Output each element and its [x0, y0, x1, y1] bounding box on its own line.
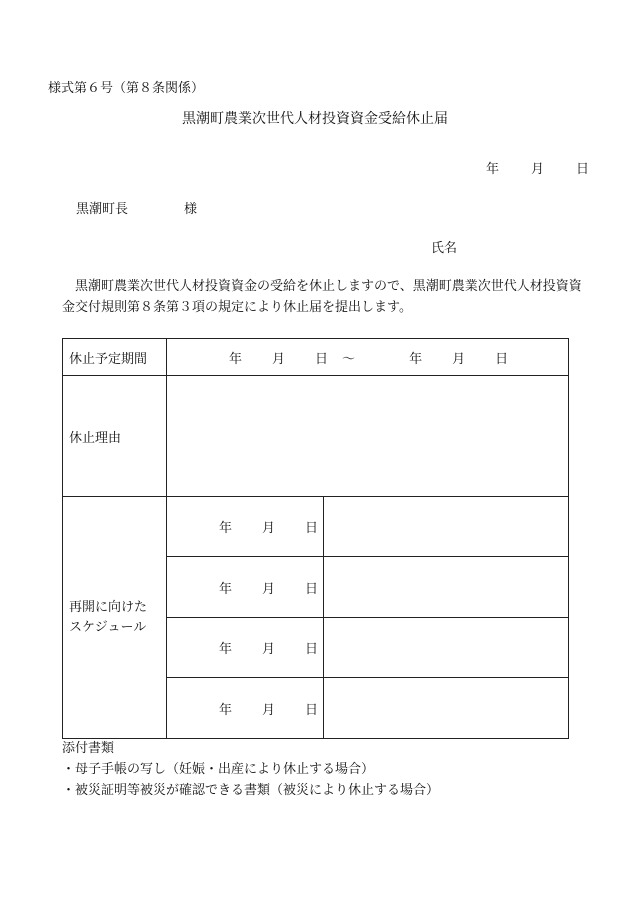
attachment-item: ・被災証明等被災が確認できる書類（被災により休止する場合）	[62, 783, 440, 798]
schedule-year: 年	[219, 581, 233, 597]
schedule-month: 月	[262, 521, 276, 536]
schedule-date-cell[interactable]	[167, 557, 324, 618]
period-end-day: 日	[495, 351, 509, 367]
schedule-day: 日	[305, 521, 319, 536]
body-text: 黒潮町農業次世代人材投資資金の受給を休止しますので、黒潮町農業次世代人材投資資金交付規則第８条第３項の規定により休止届を提出します。	[62, 279, 582, 315]
period-value-cell[interactable]	[167, 339, 569, 376]
schedule-content-cell[interactable]	[324, 557, 569, 618]
schedule-month: 月	[262, 642, 276, 657]
schedule-day: 日	[305, 581, 319, 597]
schedule-date-cell[interactable]	[167, 497, 324, 557]
submission-date	[486, 163, 589, 176]
applicant-name-label: 氏名	[431, 241, 458, 256]
schedule-content-cell[interactable]	[324, 497, 569, 557]
attachment-item: ・母子手帳の写し（妊娠・出産により休止する場合）	[62, 762, 375, 777]
date-month-label: 月	[531, 162, 545, 177]
reason-label: 休止理由	[63, 376, 167, 497]
suspension-form-table	[62, 338, 569, 739]
schedule-label-line2: スケジュール	[69, 619, 147, 635]
addressee-honorific: 様	[184, 202, 198, 217]
schedule-month: 月	[262, 702, 276, 718]
period-row	[63, 339, 569, 376]
schedule-year: 年	[219, 521, 233, 536]
schedule-content-cell[interactable]	[324, 678, 569, 739]
addressee	[76, 203, 197, 216]
date-year-label: 年	[486, 162, 500, 177]
schedule-row	[63, 497, 569, 557]
reason-row	[63, 376, 569, 497]
document-title: 黒潮町農業次世代人材投資資金受給休止届	[182, 111, 448, 127]
period-start-year: 年	[229, 351, 243, 367]
period-label: 休止予定期間	[63, 339, 167, 376]
period-start-month: 月	[272, 351, 286, 367]
period-end-year: 年	[409, 351, 423, 367]
schedule-label-line1: 再開に向けた	[69, 599, 148, 615]
addressee-name: 黒潮町長	[76, 202, 129, 217]
attachments-heading: 添付書類	[62, 741, 115, 756]
schedule-label	[63, 497, 167, 739]
schedule-content-cell[interactable]	[324, 618, 569, 678]
reason-input-cell[interactable]	[167, 376, 569, 497]
form-number: 様式第６号（第８条関係）	[48, 81, 205, 96]
schedule-day: 日	[305, 642, 319, 657]
schedule-date-cell[interactable]	[167, 678, 324, 739]
schedule-month: 月	[262, 581, 276, 597]
period-end-month: 月	[452, 351, 466, 367]
period-start-day: 日	[315, 351, 329, 367]
schedule-year: 年	[219, 642, 233, 657]
schedule-date-cell[interactable]	[167, 618, 324, 678]
date-day-label: 日	[576, 162, 590, 177]
schedule-day: 日	[305, 702, 319, 718]
period-tilde: ～	[342, 351, 356, 367]
schedule-year: 年	[219, 702, 233, 718]
